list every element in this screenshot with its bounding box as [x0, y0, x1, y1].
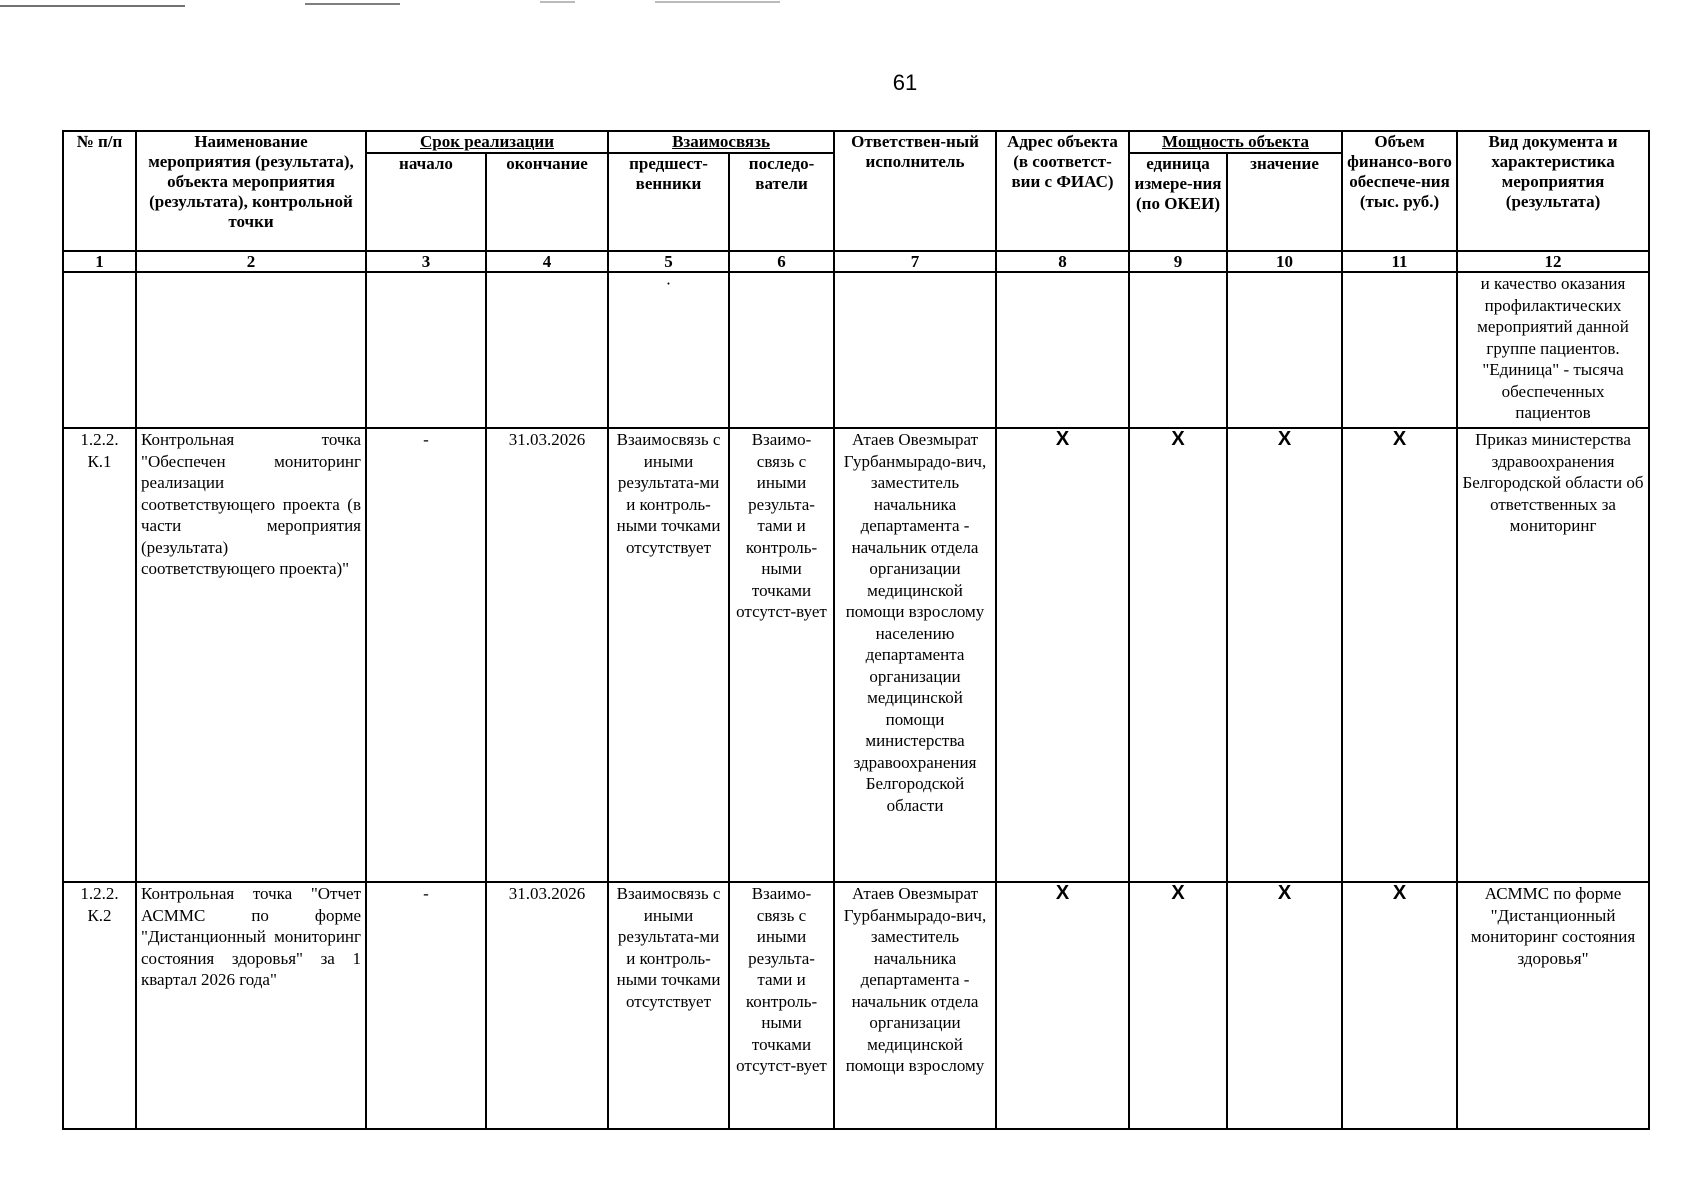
header-period-end: окончание [486, 153, 608, 251]
stray-dot-mark: · [665, 274, 672, 293]
row-value: Х [1227, 428, 1342, 882]
row-value: Х [1227, 882, 1342, 1129]
header-row-1 [63, 131, 1649, 153]
column-number: 12 [1457, 251, 1649, 272]
column-number: 9 [1129, 251, 1227, 272]
header-funding: Объем финансо-вого обеспече-ния (тыс. руб.) [1342, 131, 1457, 251]
row-successors: Взаимо-связь с иными результа-тами и контроль-ными точками отсутст-вует [729, 882, 834, 1129]
table-cell [63, 272, 136, 428]
header-period [366, 131, 608, 153]
row-unit: Х [1129, 428, 1227, 882]
row-address: Х [996, 428, 1129, 882]
header-doc: Вид документа и характеристика мероприятия (результата) [1457, 131, 1649, 251]
column-number: 10 [1227, 251, 1342, 272]
table-row [63, 882, 1649, 1129]
table-cell [366, 272, 486, 428]
table-cell [1129, 272, 1227, 428]
column-number: 1 [63, 251, 136, 272]
table-cell [1342, 272, 1457, 428]
header-capacity-label: Мощность объекта [1162, 132, 1310, 151]
row-end: 31.03.2026 [486, 428, 608, 882]
table-cell [486, 272, 608, 428]
row-predecessors: Взаимосвязь с иными результата-ми и контроль-ными точками отсутствует [608, 428, 729, 882]
row-address: Х [996, 882, 1129, 1129]
header-capacity [1129, 131, 1342, 153]
row-document: АСММС по форме "Дистанционный мониторинг состояния здоровья" [1457, 882, 1649, 1129]
row-name: Контрольная точка "Обеспечен мониторинг реализации соответствующего проекта (в части мероприятия (результата) соответствующего проекта)" [136, 428, 366, 882]
row-number: 1.2.2. К.2 [63, 882, 136, 1129]
header-relation-pred: предшест-венники [608, 153, 729, 251]
table-row [63, 428, 1649, 882]
header-relation-label: Взаимосвязь [672, 132, 770, 151]
row-start: - [366, 882, 486, 1129]
page-number: 61 [892, 70, 918, 95]
row-end: 31.03.2026 [486, 882, 608, 1129]
table-cell [1227, 272, 1342, 428]
table-cell [729, 272, 834, 428]
row-name: Контрольная точка "Отчет АСММС по форме "Дистанционный мониторинг состояния здоровья" за 1 квартал 2026 года" [136, 882, 366, 1129]
header-capacity-unit: единица измере-ния (по ОКЕИ) [1129, 153, 1227, 251]
row-document: Приказ министерства здравоохранения Белгородской области об ответственных за мониторинг [1457, 428, 1649, 882]
activity-table [62, 130, 1650, 1130]
header-num: № п/п [63, 131, 136, 251]
column-number: 7 [834, 251, 996, 272]
column-number: 8 [996, 251, 1129, 272]
row-funding: Х [1342, 428, 1457, 882]
header-capacity-value: значение [1227, 153, 1342, 251]
column-number: 3 [366, 251, 486, 272]
row-number: 1.2.2. К.1 [63, 428, 136, 882]
table-cell [996, 272, 1129, 428]
row-funding: Х [1342, 882, 1457, 1129]
row-unit: Х [1129, 882, 1227, 1129]
column-number-row [63, 251, 1649, 272]
header-period-start: начало [366, 153, 486, 251]
continuation-row [63, 272, 1649, 428]
column-number: 2 [136, 251, 366, 272]
row-predecessors: Взаимосвязь с иными результата-ми и контроль-ными точками отсутствует [608, 882, 729, 1129]
row-responsible: Атаев Овезмырат Гурбанмырадо-вич, заместитель начальника департамента - начальник отдела организации медицинской помощи взрослому [834, 882, 996, 1129]
table-cell [608, 272, 729, 428]
column-number: 5 [608, 251, 729, 272]
header-responsible: Ответствен-ный исполнитель [834, 131, 996, 251]
header-address: Адрес объекта (в соответст-вии с ФИАС) [996, 131, 1129, 251]
column-number: 11 [1342, 251, 1457, 272]
header-relation-succ: последо-ватели [729, 153, 834, 251]
row-start: - [366, 428, 486, 882]
header-name: Наименование мероприятия (результата), объекта мероприятия (результата), контрольной точки [136, 131, 366, 251]
column-number: 6 [729, 251, 834, 272]
header-relation [608, 131, 834, 153]
header-period-label: Срок реализации [420, 132, 554, 151]
row-responsible: Атаев Овезмырат Гурбанмырадо-вич, заместитель начальника департамента - начальник отдела организации медицинской помощи взрослому населению департамента организации медицинской помощи министерства здравоохранения Белгородской области [834, 428, 996, 882]
column-number: 4 [486, 251, 608, 272]
row-successors: Взаимо-связь с иными результа-тами и контроль-ными точками отсутст-вует [729, 428, 834, 882]
scan-edge-marks [0, 0, 1702, 12]
doc-continuation-text: и качество оказания профилактических мероприятий данной группе пациентов. "Единица" - тысяча обеспеченных пациентов [1457, 272, 1649, 428]
table-cell [834, 272, 996, 428]
table-cell [136, 272, 366, 428]
